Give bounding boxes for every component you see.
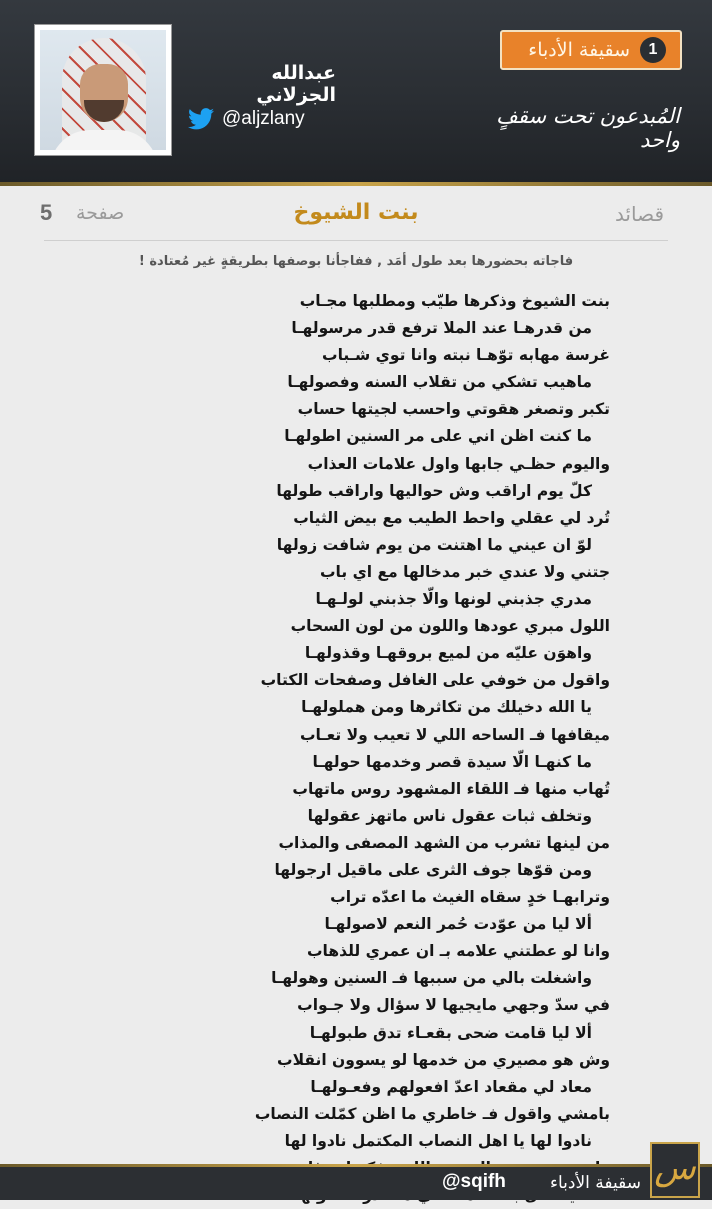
tagline: المُبدعون تحت سقفٍ واحد [496,104,680,152]
brand-logo-icon: س [650,1142,700,1198]
verse-line: كلّ يوم اراقب وش حواليها واراقب طولها [276,481,592,500]
verse-line: بامشي واقول فـ خاطري ما اظن كمّلت النصاب [254,1104,610,1123]
verse-line: واشغلت بالي من سببها فـ السنين وهولهـا [271,969,592,988]
verse-line: لوّ ان عيني ما اهتنت من يوم شافت زولها [276,535,592,554]
section-label: قصائد [614,202,664,226]
twitter-icon [188,108,214,130]
verse-line: ماهيب تشكي من تقلاب السنه وفصولهـا [287,373,592,392]
brand-badge [500,30,682,70]
verse-line: ألا ليا قامت ضحى بقعـاء تدق طبولهـا [309,1023,592,1042]
header [0,0,712,182]
verse-line: مدري جذبني لونها والّا جذبني لولـهـا [315,590,592,609]
verse-line: يا الله دخيلك من تكاثرها ومن هملولهـا [301,698,592,717]
verse-line: اللول مبري عودها واللون من لون السحاب [290,617,610,636]
poem-intro: فاجاته بحضورها بعد طول أمَد , ففاجأنا بوصفها بطريقةٍ غير مُعتادة ! [138,254,574,269]
verse-line: غرسة مهابه توّهـا نبته وانا توي شـباب [322,346,610,365]
footer-brand-name: سقيفة الأدباء [550,1173,641,1193]
verse-line: واليوم حظـي جابها واول علامات العذاب [307,454,610,473]
verse-line: ألا ليا من عوّدت حُمر النعم لاصولهـا [324,915,592,934]
footer-twitter-handle[interactable]: @sqifh [442,1171,506,1192]
verse-line: من قدرهـا عند الملا ترفع قدر مرسولهـا [291,319,592,338]
verse-line: ومن قوّها جوف الثرى على ماقيل ارجولها [274,860,592,879]
page-number: 5 [40,200,53,225]
author-name: عبدالله الجزلاني [256,62,336,106]
verse-line: ما كنهـا الّا سيدة قصر وخدمها حولهـا [312,752,592,771]
verse-line: معاد لي مقعاد اعدّ افعولهم وفعـولهـا [310,1077,592,1096]
verse-line: ميقافها فـ الساحه اللي لا تعيب ولا تعـاب [299,725,610,744]
verse-line: واقول من خوفي على الغافل وصفحات الكتاب [260,671,610,690]
title-bar [0,186,712,246]
verse-line: من لينها تشرب من الشهد المصفى والمذاب [278,833,610,852]
verse-line: تُهاب منها فـ اللقاء المشهود روس ماتهاب [292,779,610,798]
verse-line: في سدّ وجهي مايجيها لا سؤال ولا جـواب [297,996,610,1015]
poem-body [110,288,610,1209]
verse-line: نادوا لها يا اهل النصاب المكتمل نادوا لها [284,1131,592,1150]
verse-line: تُرد لي عقلي واحط الطيب مع بيض الثياب [293,508,610,527]
verse-line: جتني ولا عندي خبر مدخالها مع اي باب [319,562,610,581]
verse-line: تكبر وتصغر هقوتي واحسب لجيتها حساب [297,400,610,419]
title-divider [44,240,668,241]
issue-number: 1 [640,37,666,63]
verse-line: وانا لو عطتني علامه بـ ان عمري للذهاب [306,942,610,961]
footer [0,1167,712,1200]
avatar[interactable] [34,24,172,156]
verse-line: ما كنت اظن اني على مر السنين اطولهـا [284,427,592,446]
verse-line: واهوَن عليّه من لميع بروقهـا وقذولهـا [304,644,592,663]
verse-line: وتخلف ثبات عقول ناس ماتهز عقولها [307,806,592,825]
verse-line: وش هو مصيري من خدمها لو يسوون انقلاب [277,1050,610,1069]
brand-name: سقيفة الأدباء [528,39,630,61]
twitter-link[interactable] [188,106,305,132]
twitter-handle: @aljzlany [222,108,305,129]
poem-title: بنت الشيوخ [293,200,419,225]
verse-line: بنت الشيوخ وذكرها طيّب ومطلبها مجـاب [299,292,610,310]
page-label: صفحة [76,202,125,224]
verse-line: وترابهـا خدٍ سقاه الغيث ما اعدّه تراب [330,888,610,907]
avatar-photo [40,30,166,150]
